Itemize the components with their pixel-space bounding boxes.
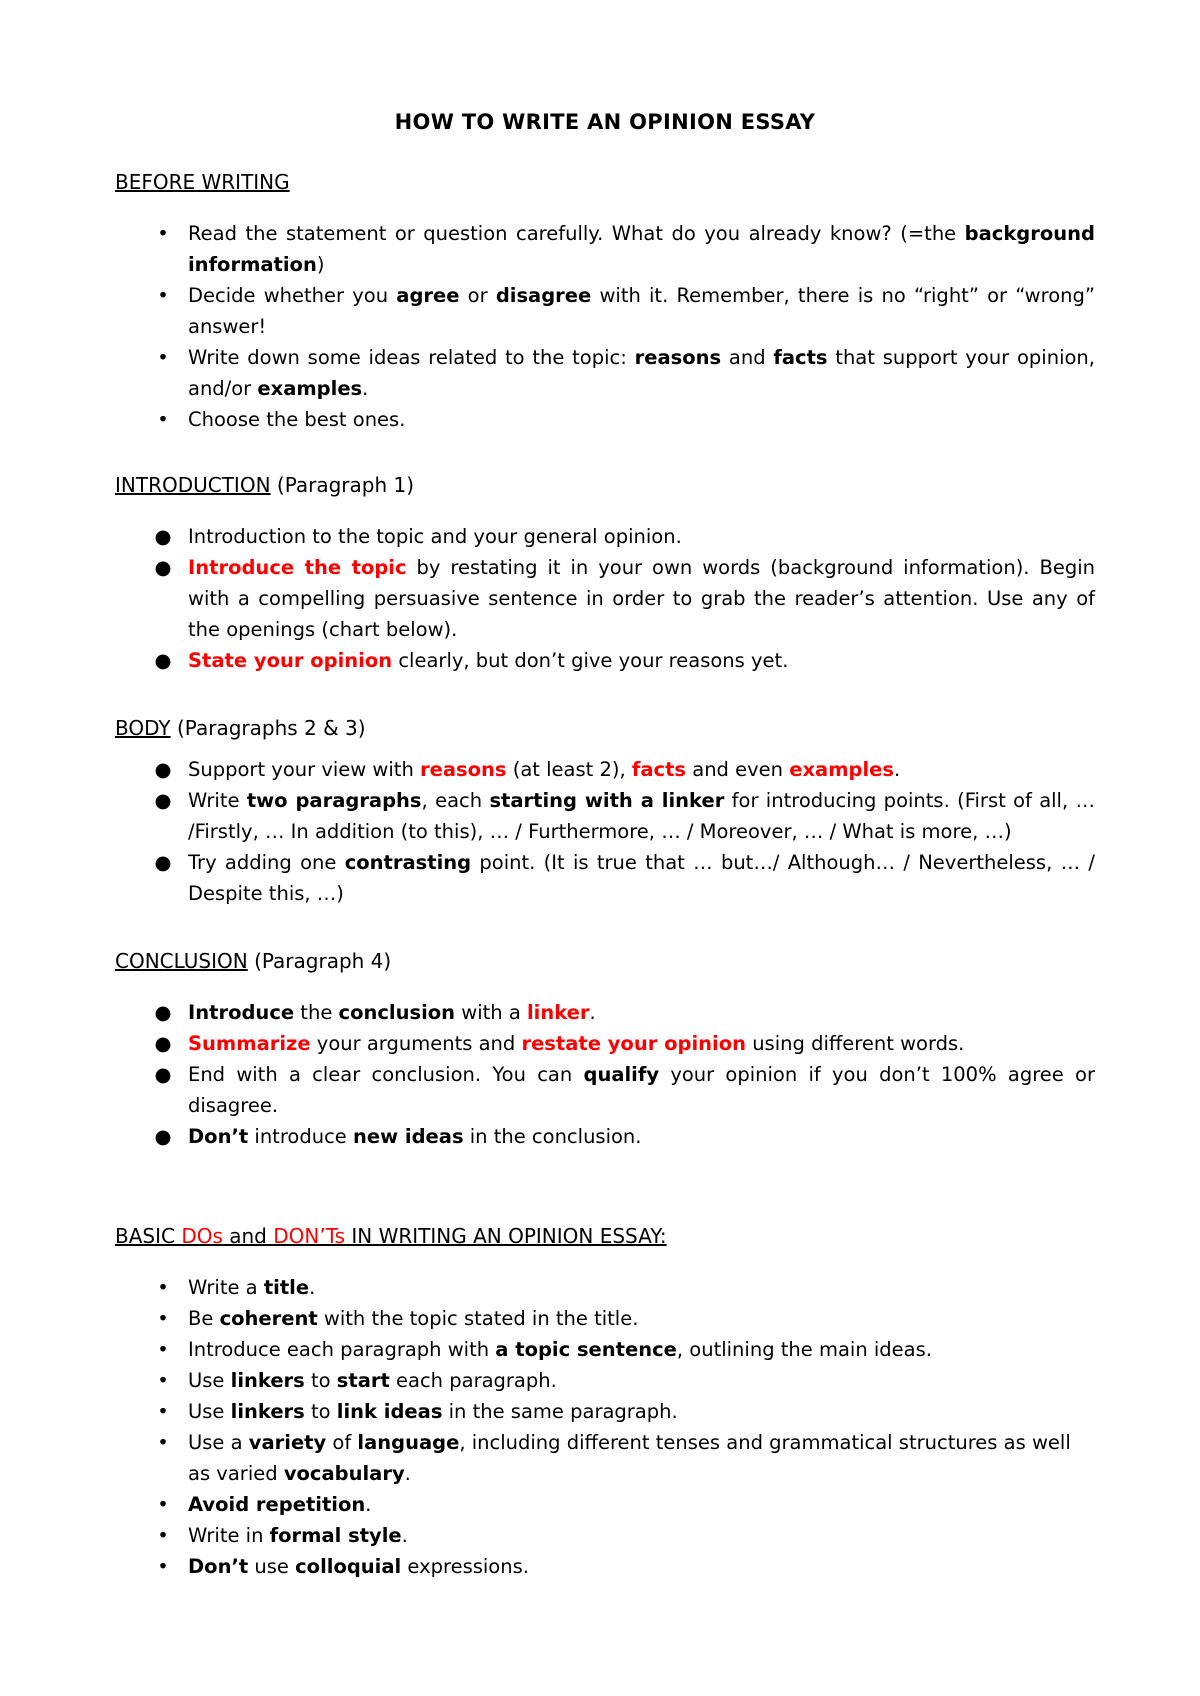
bullet-list — [115, 754, 1095, 909]
list-item: • Use linkers to link ideas in the same paragraph. — [115, 1396, 1095, 1427]
section-heading: BASIC DOs and DON’Ts IN WRITING AN OPINION ESSAY: — [115, 1224, 667, 1248]
list-item: • Don’t use colloquial expressions. — [115, 1551, 1095, 1582]
bullet-icon: ● — [154, 649, 172, 672]
list-item: ● Introduce the topic by restating it in your own words (background information). Begin with a compelling persuasive sentence in order to grab the reader’s attention. Use any of the openings (chart below). — [115, 552, 1095, 645]
list-item: • Decide whether you agree or disagree with it. Remember, there is no “right” or “wrong” answer! — [115, 280, 1095, 342]
list-item: • Write in formal style. — [115, 1520, 1095, 1551]
bullet-icon: • — [157, 284, 169, 307]
bullet-icon: ● — [154, 1063, 172, 1086]
bullet-icon: • — [157, 1369, 169, 1392]
list-item: ● Try adding one contrasting point. (It is true that … but…/ Although… / Nevertheless, … / Despite this, …) — [115, 847, 1095, 909]
section-body — [115, 714, 1095, 909]
list-item: • Write a title. — [115, 1272, 1095, 1303]
list-item: ● Support your view with reasons (at least 2), facts and even examples. — [115, 754, 1095, 785]
list-item: • Use linkers to start each paragraph. — [115, 1365, 1095, 1396]
section-dos-donts — [115, 1222, 1095, 1582]
list-item: • Introduce each paragraph with a topic sentence, outlining the main ideas. — [115, 1334, 1095, 1365]
bullet-list — [115, 218, 1095, 435]
section-conclusion — [115, 947, 1095, 1152]
section-before-writing — [115, 168, 1095, 435]
list-item: ● State your opinion clearly, but don’t give your reasons yet. — [115, 645, 1095, 676]
section-heading — [115, 947, 1095, 975]
heading-label: CONCLUSION — [115, 949, 248, 973]
bullet-icon: • — [157, 1524, 169, 1547]
list-item: ● End with a clear conclusion. You can qualify your opinion if you don’t 100% agree or disagree. — [115, 1059, 1095, 1121]
heading-suffix: (Paragraph 1) — [270, 473, 415, 497]
document-title: HOW TO WRITE AN OPINION ESSAY — [394, 110, 816, 134]
bullet-icon: • — [157, 346, 169, 369]
list-item: • Read the statement or question carefully. What do you already know? (=the background information) — [115, 218, 1095, 280]
list-item: ● Don’t introduce new ideas in the conclusion. — [115, 1121, 1095, 1152]
bullet-icon: ● — [154, 789, 172, 812]
bullet-icon: ● — [154, 1001, 172, 1024]
bullet-icon: • — [157, 1400, 169, 1423]
bullet-icon: ● — [154, 758, 172, 781]
list-item: ● Summarize your arguments and restate your opinion using different words. — [115, 1028, 1095, 1059]
list-item: ● Introduction to the topic and your general opinion. — [115, 521, 1095, 552]
bullet-icon: ● — [154, 851, 172, 874]
bullet-icon: • — [157, 1276, 169, 1299]
list-item: ● Write two paragraphs, each starting with a linker for introducing points. (First of all, … /Firstly, … In addition (to this), … / Furthermore, … / Moreover, … / What is more, …) — [115, 785, 1095, 847]
section-heading — [115, 714, 1095, 742]
bullet-list — [115, 997, 1095, 1152]
bullet-icon: • — [157, 222, 169, 245]
list-item: • Write down some ideas related to the topic: reasons and facts that support your opinion, and/or examples. — [115, 342, 1095, 404]
bullet-icon: • — [157, 1493, 169, 1516]
list-item: • Avoid repetition. — [115, 1489, 1095, 1520]
heading-suffix: (Paragraph 4) — [247, 949, 392, 973]
bullet-icon: • — [157, 1307, 169, 1330]
bullet-list — [115, 1272, 1095, 1582]
heading-label: BEFORE WRITING — [115, 170, 290, 194]
bullet-icon: • — [157, 1431, 169, 1454]
bullet-icon: • — [157, 1555, 169, 1578]
bullet-icon: • — [157, 1338, 169, 1361]
section-introduction — [115, 471, 1095, 676]
heading-suffix: (Paragraphs 2 & 3) — [170, 716, 366, 740]
bullet-icon: ● — [154, 525, 172, 548]
heading-label: BODY — [115, 716, 171, 740]
bullet-icon: ● — [154, 1032, 172, 1055]
list-item: ● Introduce the conclusion with a linker. — [115, 997, 1095, 1028]
list-item: • Be coherent with the topic stated in the title. — [115, 1303, 1095, 1334]
heading-label: INTRODUCTION — [115, 473, 271, 497]
section-heading — [115, 471, 1095, 499]
list-item: • Choose the best ones. — [115, 404, 1095, 435]
bullet-list — [115, 521, 1095, 676]
bullet-icon: ● — [154, 1125, 172, 1148]
bullet-icon: ● — [154, 556, 172, 579]
bullet-icon: • — [157, 408, 169, 431]
list-item: • Use a variety of language, including different tenses and grammatical structures as well as varied vocabulary. — [115, 1427, 1095, 1489]
section-heading — [115, 168, 1095, 196]
